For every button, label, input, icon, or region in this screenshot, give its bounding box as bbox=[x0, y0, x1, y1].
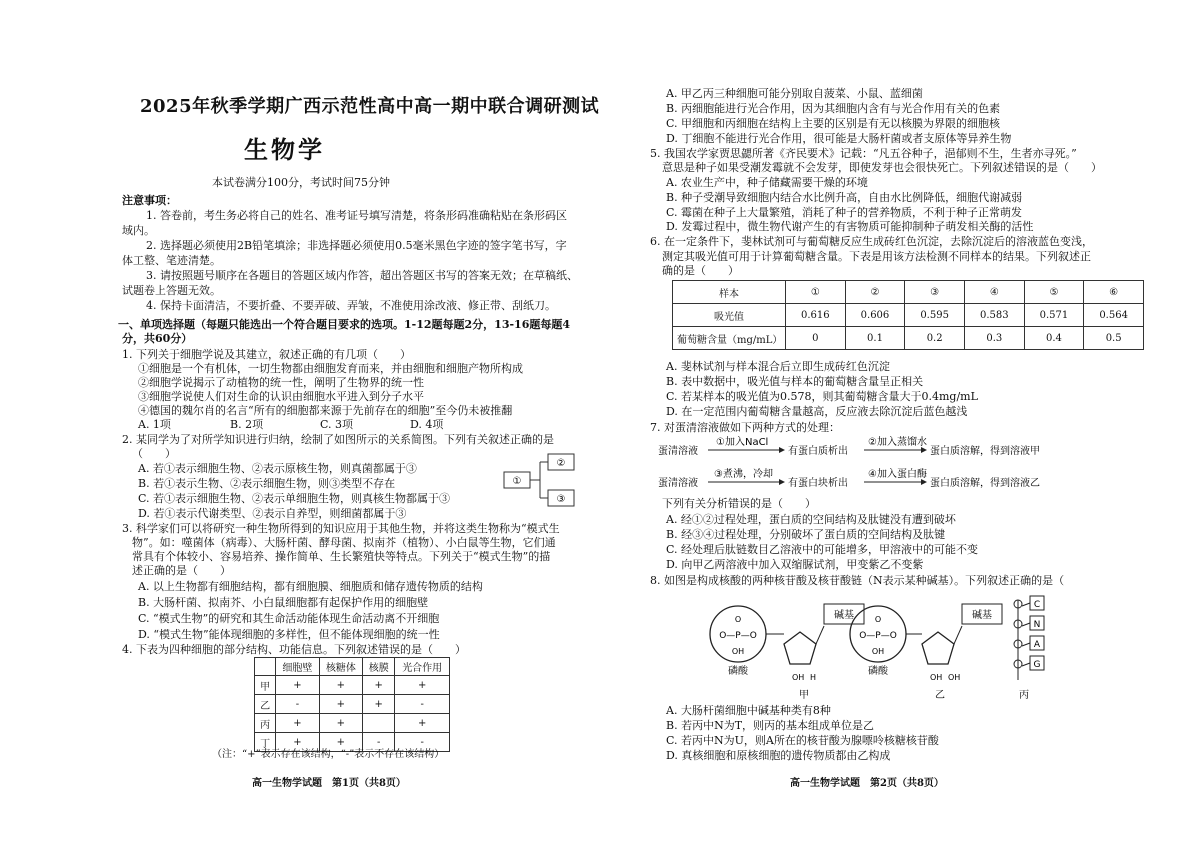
table-cell: + bbox=[319, 733, 362, 752]
table-cell: + bbox=[395, 676, 450, 695]
notice-line: 3. 请按照题号顺序在各题目的答题区域内作答，超出答题区书写的答案无效；在草稿纸、 bbox=[146, 269, 578, 282]
option: D. 真核细胞和原核细胞的遗传物质都由乙构成 bbox=[666, 749, 891, 762]
option: D. 在一定范围内葡萄糖含量越高，反应液去除沉淀后蓝色越浅 bbox=[666, 405, 968, 418]
table-cell: 0.564 bbox=[1084, 304, 1144, 327]
svg-text:O—P—O: O—P—O bbox=[719, 631, 757, 641]
cell-table bbox=[254, 657, 450, 752]
table-cell: + bbox=[363, 695, 395, 714]
svg-text:O: O bbox=[874, 615, 882, 624]
table-cell: + bbox=[319, 695, 362, 714]
chain-base: G bbox=[1033, 660, 1041, 670]
option: D. 4项 bbox=[410, 418, 444, 431]
section-heading: 分，共60分） bbox=[122, 332, 193, 345]
option: B. 2项 bbox=[230, 418, 264, 431]
svg-text:H: H bbox=[810, 673, 817, 682]
nucleotide-b bbox=[850, 604, 1002, 701]
table-cell: + bbox=[276, 714, 319, 733]
flow-text: 蛋白质溶解，得到溶液乙 bbox=[930, 478, 1040, 489]
table-cell: 0.5 bbox=[1084, 327, 1144, 350]
chain-base: A bbox=[1033, 640, 1041, 650]
option: C. 3项 bbox=[320, 418, 354, 431]
option: A. 以上生物都有细胞结构，都有细胞膜、细胞质和储存遗传物质的结构 bbox=[138, 580, 483, 593]
option: C. “模式生物”的研究和其生命活动能体现生命活动离不开细胞 bbox=[138, 612, 440, 625]
table-cell: - bbox=[395, 733, 450, 752]
flow-text: ③煮沸，冷却 bbox=[714, 469, 773, 480]
option: B. 大肠杆菌、拟南芥、小白鼠细胞都有起保护作用的细胞壁 bbox=[138, 596, 429, 609]
table-header bbox=[255, 658, 276, 676]
table-cell: ① bbox=[786, 281, 846, 304]
question-stem: 述正确的是（ ） bbox=[132, 564, 231, 577]
option: A. 经①②过程处理，蛋白质的空间结构及肽键没有遭到破坏 bbox=[666, 513, 956, 526]
notice-line: 试题卷上答题无效。 bbox=[122, 284, 221, 297]
table-header: 核膜 bbox=[363, 658, 395, 676]
table-cell: 0.3 bbox=[964, 327, 1024, 350]
notice-line: 1. 答卷前，考生务必将自己的姓名、准考证号填写清楚，将条形码准确粘贴在条形码区 bbox=[146, 209, 567, 222]
question-stem: 2. 某同学为了对所学知识进行归纳，绘制了如图所示的关系简图。下列有关叙述正确的是 bbox=[122, 433, 554, 446]
svg-text:OH: OH bbox=[948, 673, 961, 682]
diagram-node: ① bbox=[512, 476, 522, 487]
table-cell: 0.583 bbox=[964, 304, 1024, 327]
option: D. 向甲乙两溶液中加入双缩脲试剂，甲变紫乙不变紫 bbox=[666, 558, 924, 571]
label-bing: 丙 bbox=[1019, 690, 1029, 701]
chain-base: N bbox=[1033, 620, 1041, 630]
table-cell: + bbox=[363, 676, 395, 695]
question-stem: 7. 对蛋清溶液做如下两种方式的处理： bbox=[650, 421, 840, 434]
question-paren: （ ） bbox=[132, 447, 176, 460]
svg-text:OH: OH bbox=[871, 647, 885, 656]
question-stem: 4. 下表为四种细胞的部分结构、功能信息。下列叙述错误的是（ ） bbox=[122, 643, 466, 656]
option: B. 丙细胞能进行光合作用，因为其细胞内含有与光合作用有关的色素 bbox=[666, 102, 1001, 115]
option: C. 霉菌在种子上大量繁殖，消耗了种子的营养物质，不利于种子正常萌发 bbox=[666, 206, 1023, 219]
option: C. 若某样本的吸光值为0.578，则其葡萄糖含量大于0.4mg/mL bbox=[666, 390, 978, 403]
table-cell: 0.616 bbox=[786, 304, 846, 327]
statement: ②细胞学说揭示了动植物的统一性，阐明了生物界的统一性 bbox=[138, 376, 424, 389]
flow-text: ②加入蒸馏水 bbox=[868, 437, 927, 448]
question-stem: 物”。如：噬菌体（病毒）、大肠杆菌、酵母菌、拟南芥（植物）、小白鼠等生物，它们通 bbox=[132, 536, 556, 549]
option: A. 大肠杆菌细胞中碱基种类有8种 bbox=[666, 704, 831, 717]
notice-line: 体工整、笔迹清楚。 bbox=[122, 254, 221, 267]
flow-text: 有蛋白块析出 bbox=[788, 478, 848, 489]
table-cell: 0.571 bbox=[1024, 304, 1084, 327]
option: B. 经③④过程处理，分别破坏了蛋白质的空间结构及肽键 bbox=[666, 528, 946, 541]
option: C. 若①表示细胞生物、②表示单细胞生物，则真核生物都属于③ bbox=[138, 492, 451, 505]
table-cell: ③ bbox=[905, 281, 965, 304]
flow-text: ④加入蛋白酶 bbox=[868, 469, 927, 480]
right-page bbox=[600, 0, 1200, 848]
label-yi: 乙 bbox=[935, 690, 945, 701]
option: D. 若①表示代谢类型、②表示自养型，则细菌都属于③ bbox=[138, 507, 407, 520]
table-cell: 丁 bbox=[255, 733, 276, 752]
table-cell: ② bbox=[845, 281, 905, 304]
glucose-table bbox=[672, 280, 1144, 350]
table-cell: 丙 bbox=[255, 714, 276, 733]
option: B. 表中数据中，吸光值与样本的葡萄糖含量呈正相关 bbox=[666, 375, 924, 388]
question-stem: 3. 科学家们可以将研究一种生物所得到的知识应用于其他生物，并将这类生物称为“模式生 bbox=[122, 522, 560, 535]
statement: ④德国的魏尔肖的名言“所有的细胞都来源于先前存在的细胞”至今仍未被推翻 bbox=[138, 404, 513, 417]
table-cell: 吸光值 bbox=[673, 304, 786, 327]
svg-text:OH: OH bbox=[731, 647, 745, 656]
diagram-node: ② bbox=[556, 458, 566, 469]
option: C. 甲细胞和丙细胞在结构上主要的区别是有无以核膜为界限的细胞核 bbox=[666, 117, 1001, 130]
table-cell: + bbox=[276, 733, 319, 752]
nucleotide-diagram bbox=[700, 592, 1080, 702]
question-stem: 意思是种子如果受潮发霉就不会发芽，即使发芽也会很快死亡。下列叙述错误的是（ ） bbox=[662, 161, 1102, 174]
phosphate-label: 磷酸 bbox=[868, 666, 888, 677]
question-stem: 5. 我国农学家贾思勰所著《齐民要术》记载：“凡五谷种子，浥郁则不生，生者亦寻死。” bbox=[650, 147, 1077, 160]
flow-text: 蛋白质溶解，得到溶液甲 bbox=[930, 446, 1040, 457]
notice-line: 域内。 bbox=[122, 224, 155, 237]
option: D. 丁细胞不能进行光合作用，很可能是大肠杆菌或者支原体等异养生物 bbox=[666, 132, 1012, 145]
table-cell: - bbox=[276, 695, 319, 714]
option: D. 发霉过程中，微生物代谢产生的有害物质可能抑制种子萌发相关酶的活性 bbox=[666, 220, 1034, 233]
table-cell: + bbox=[395, 714, 450, 733]
chain-base: C bbox=[1033, 600, 1041, 610]
diagram-node: ③ bbox=[556, 494, 566, 505]
table-cell: 乙 bbox=[255, 695, 276, 714]
table-cell: + bbox=[319, 676, 362, 695]
table-cell: 葡萄糖含量（mg/mL） bbox=[673, 327, 786, 350]
option: B. 若丙中N为T，则丙的基本组成单位是乙 bbox=[666, 719, 875, 732]
nucleotide-a bbox=[710, 604, 864, 701]
option: B. 若①表示生物、②表示细胞生物，则③类型不存在 bbox=[138, 477, 396, 490]
table-cell: + bbox=[319, 714, 362, 733]
exam-meta: 本试卷满分100分，考试时间75分钟 bbox=[212, 176, 390, 189]
table-cell: ⑤ bbox=[1024, 281, 1084, 304]
table-cell: - bbox=[363, 733, 395, 752]
option: A. 若①表示细胞生物、②表示原核生物，则真菌都属于③ bbox=[138, 462, 417, 475]
table-cell: 0.1 bbox=[845, 327, 905, 350]
relation-diagram bbox=[500, 452, 580, 508]
question-stem: 8. 如图是构成核酸的两种核苷酸及核苷酸链（N表示某种碱基）。下列叙述正确的是（ bbox=[650, 574, 1065, 587]
question-stem: 常具有个体较小、容易培养、操作简单、生长繁殖快等特点。下列关于“模式生物”的描 bbox=[132, 550, 551, 563]
table-note: （注：“+”表示存在该结构，“-”表示不存在该结构） bbox=[212, 749, 445, 760]
table-cell: 0 bbox=[786, 327, 846, 350]
page-footer-right: 高一生物学试题 第2页（共8页） bbox=[790, 778, 944, 789]
table-cell: + bbox=[276, 676, 319, 695]
svg-text:OH: OH bbox=[792, 673, 805, 682]
base-label: 碱基 bbox=[972, 610, 992, 621]
table-cell: ⑥ bbox=[1084, 281, 1144, 304]
option: A. 农业生产中，种子储藏需要干燥的环境 bbox=[666, 176, 868, 189]
flow-text: 蛋清溶液 bbox=[658, 478, 698, 489]
svg-text:OH: OH bbox=[930, 673, 943, 682]
flow-text: ①加入NaCl bbox=[716, 437, 769, 448]
option: C. 若丙中N为U，则A所在的核苷酸为腺嘌呤核糖核苷酸 bbox=[666, 734, 939, 747]
exam-title: 2025年秋季学期广西示范性高中高一期中联合调研测试 bbox=[140, 96, 600, 117]
statement: ③细胞学说使人们对生命的认识由细胞水平进入到分子水平 bbox=[138, 390, 424, 403]
notice-line: 4. 保持卡面清洁，不要折叠、不要弄破、弄皱，不准使用涂改液、修正带、刮纸刀。 bbox=[146, 299, 556, 312]
option: A. 斐林试剂与样本混合后立即生成砖红色沉淀 bbox=[666, 360, 890, 373]
table-cell bbox=[363, 714, 395, 733]
table-cell: 0.4 bbox=[1024, 327, 1084, 350]
section-heading: 一、单项选择题（每题只能选出一个符合题目要求的选项。1-12题每题2分，13-16题每题4 bbox=[118, 318, 571, 331]
option: C. 经处理后肽链数目乙溶液中的可能增多，甲溶液中的可能不变 bbox=[666, 543, 979, 556]
table-header: 细胞壁 bbox=[276, 658, 319, 676]
label-jia: 甲 bbox=[799, 690, 809, 701]
phosphate-label: 磷酸 bbox=[728, 666, 748, 677]
svg-text:O—P—O: O—P—O bbox=[859, 631, 897, 641]
table-cell: ④ bbox=[964, 281, 1024, 304]
table-cell: 0.2 bbox=[905, 327, 965, 350]
notice-line: 2. 选择题必须使用2B铅笔填涂；非选择题必须使用0.5毫米黑色字迹的签字笔书写，字 bbox=[146, 239, 567, 252]
option: B. 种子受潮导致细胞内结合水比例升高，自由水比例降低，细胞代谢减弱 bbox=[666, 191, 1023, 204]
base-label: 碱基 bbox=[834, 610, 854, 621]
option: A. 甲乙丙三种细胞可能分别取自菠菜、小鼠、蓝细菌 bbox=[666, 87, 923, 100]
page-footer-left: 高一生物学试题 第1页（共8页） bbox=[252, 778, 406, 789]
table-header: 光合作用 bbox=[395, 658, 450, 676]
question-stem: 6. 在一定条件下，斐林试剂可与葡萄糖反应生成砖红色沉淀，去除沉淀后的溶液蓝色变浅， bbox=[650, 235, 1093, 248]
protein-flow-diagram bbox=[656, 434, 1096, 496]
question-text: 下列有关分析错误的是（ ） bbox=[662, 497, 816, 510]
table-cell: - bbox=[395, 695, 450, 714]
table-cell: 0.595 bbox=[905, 304, 965, 327]
option: D. “模式生物”能体现细胞的多样性，但不能体现细胞的统一性 bbox=[138, 628, 440, 641]
table-cell: 0.606 bbox=[845, 304, 905, 327]
svg-text:O: O bbox=[734, 615, 742, 624]
notice-heading: 注意事项： bbox=[122, 194, 177, 207]
question-stem: 测定其吸光值可用于计算葡萄糖含量。下表是用该方法检测不同样本的结果。下列叙述正 bbox=[662, 250, 1091, 263]
table-header: 核糖体 bbox=[319, 658, 362, 676]
flow-text: 有蛋白质析出 bbox=[788, 446, 848, 457]
table-cell: 甲 bbox=[255, 676, 276, 695]
nucleotide-chain bbox=[1014, 596, 1044, 701]
question-stem: 1. 下列关于细胞学说及其建立，叙述正确的有几项（ ） bbox=[122, 348, 411, 361]
option: A. 1项 bbox=[138, 418, 171, 431]
exam-subject: 生物学 bbox=[244, 135, 325, 164]
table-cell: 样本 bbox=[673, 281, 786, 304]
flow-text: 蛋清溶液 bbox=[658, 446, 698, 457]
statement: ①细胞是一个有机体，一切生物都由细胞发育而来，并由细胞和细胞产物所构成 bbox=[138, 362, 523, 375]
question-stem: 确的是（ ） bbox=[662, 264, 739, 277]
